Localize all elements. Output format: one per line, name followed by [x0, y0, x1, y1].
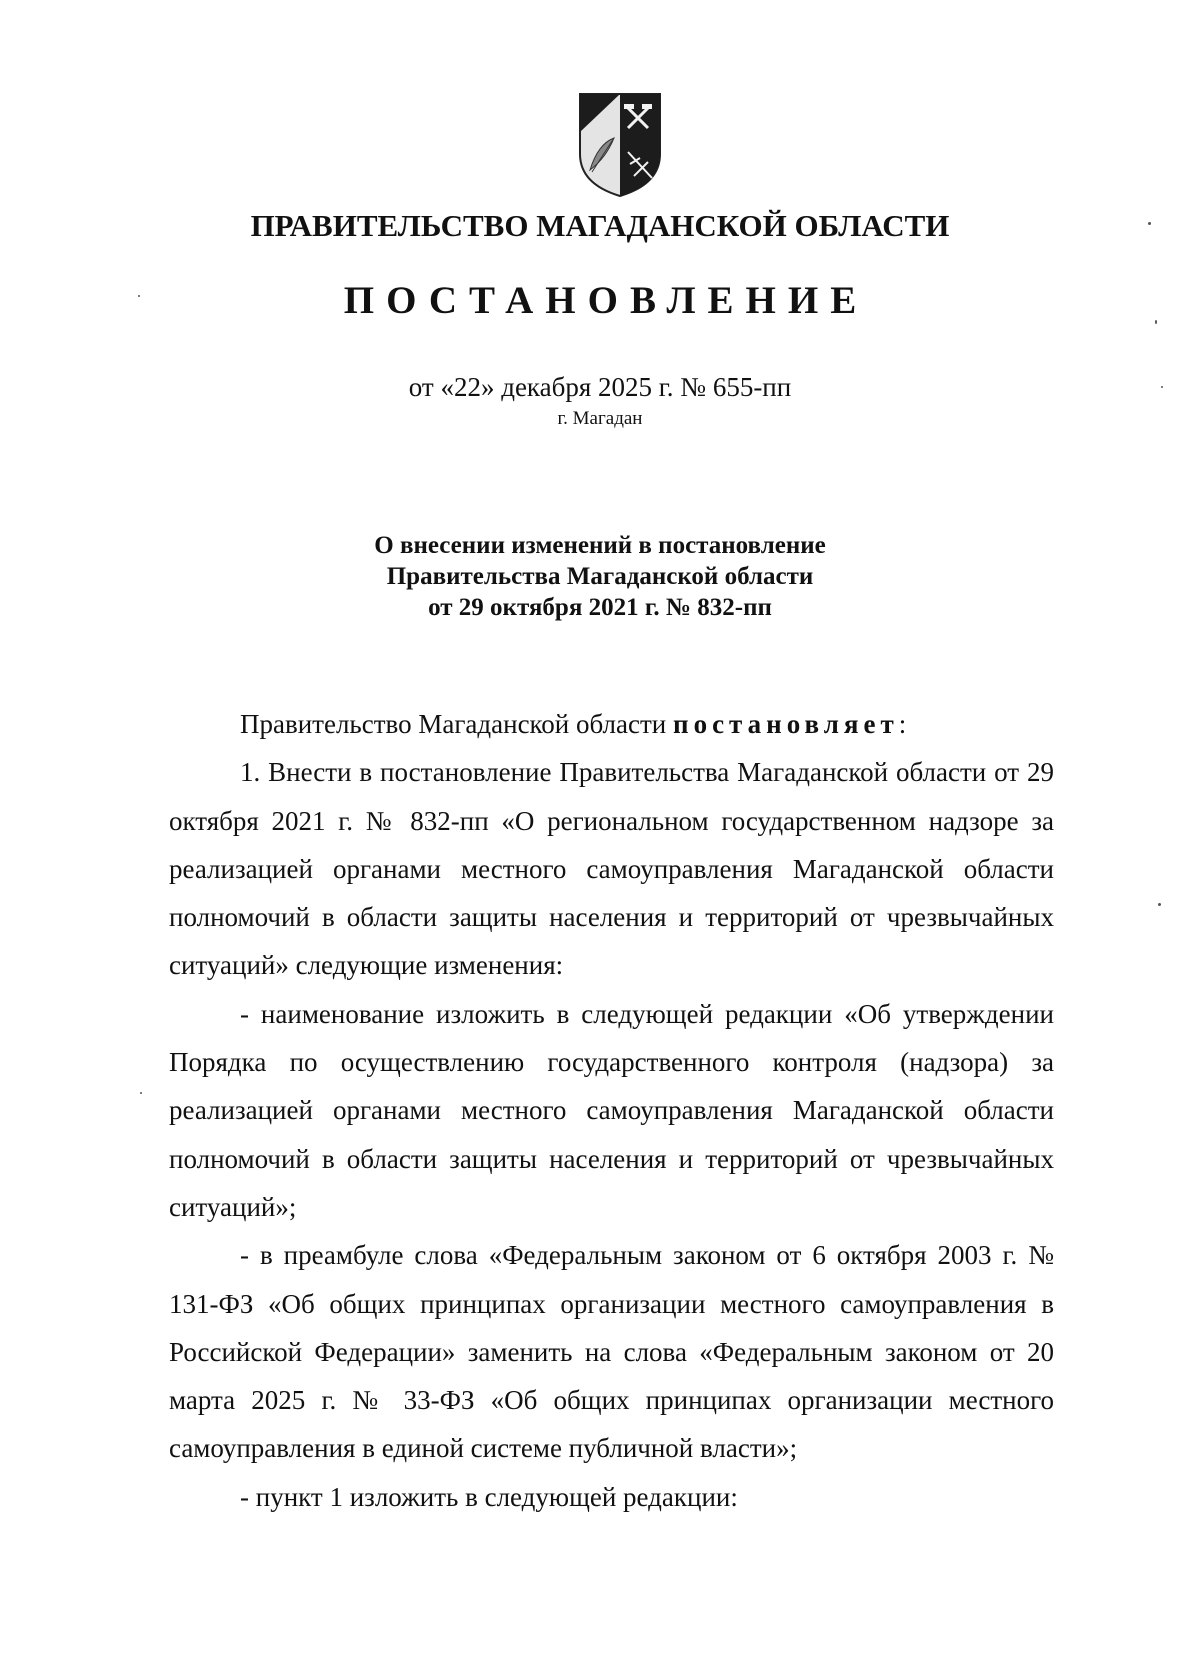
scan-speck — [1158, 903, 1161, 906]
document-subject — [0, 530, 1200, 623]
scan-speck — [1161, 386, 1163, 388]
subject-line: Правительства Магаданской области — [386, 563, 814, 590]
document-type: ПОСТАНОВЛЕНИЕ — [343, 279, 869, 322]
change-paragraph-preamble: - в преамбуле слова «Федеральным законом от 6 октября 2003 г. № 131-ФЗ «Об общих принципах организации местного самоуправления в Российской Федерации» заменить на слова «Федеральным законом от 20 марта 2025 г. № 33-ФЗ «Об общих принципах организации местного самоуправления в единой системе публичной власти»; — [169, 1240, 1054, 1464]
subject-line: от 29 октября 2021 г. № 832-пп — [428, 594, 772, 621]
organization-name: ПРАВИТЕЛЬСТВО МАГАДАНСКОЙ ОБЛАСТИ — [250, 208, 950, 243]
preamble-text: Правительство Магаданской области — [240, 709, 667, 739]
scan-speck — [140, 1092, 142, 1094]
preamble-paragraph — [169, 700, 1054, 748]
preamble-colon: : — [898, 709, 907, 739]
coat-of-arms-icon — [578, 92, 662, 198]
change-paragraph-item1: - пункт 1 изложить в следующей редакции: — [240, 1481, 738, 1512]
scan-speck — [1155, 320, 1157, 324]
document-city: г. Магадан — [557, 408, 643, 429]
change-paragraph-title: - наименование изложить в следующей редакции «Об утверждении Порядка по осуществлению государственного контроля (надзора) за реализацией органами местного самоуправления Магаданской области полномочий в области защиты населения и территорий от чрезвычайных ситуаций»; — [169, 998, 1054, 1222]
scan-speck — [1148, 222, 1151, 225]
subject-line: О внесении изменений в постановление — [374, 532, 826, 559]
item-1-paragraph: 1. Внести в постановление Правительства Магаданской области от 29 октября 2021 г. № 832-пп «О региональном государственном надзоре за реализацией органами местного самоуправления Магаданской области полномочий в области защиты населения и территорий от чрезвычайных ситуаций» следующие изменения: — [169, 757, 1054, 981]
document-body — [169, 700, 1054, 1521]
preamble-verb: постановляет — [673, 709, 899, 739]
document-date-number: от «22» декабря 2025 г. № 655-пп — [408, 372, 792, 402]
scan-speck — [138, 295, 140, 297]
